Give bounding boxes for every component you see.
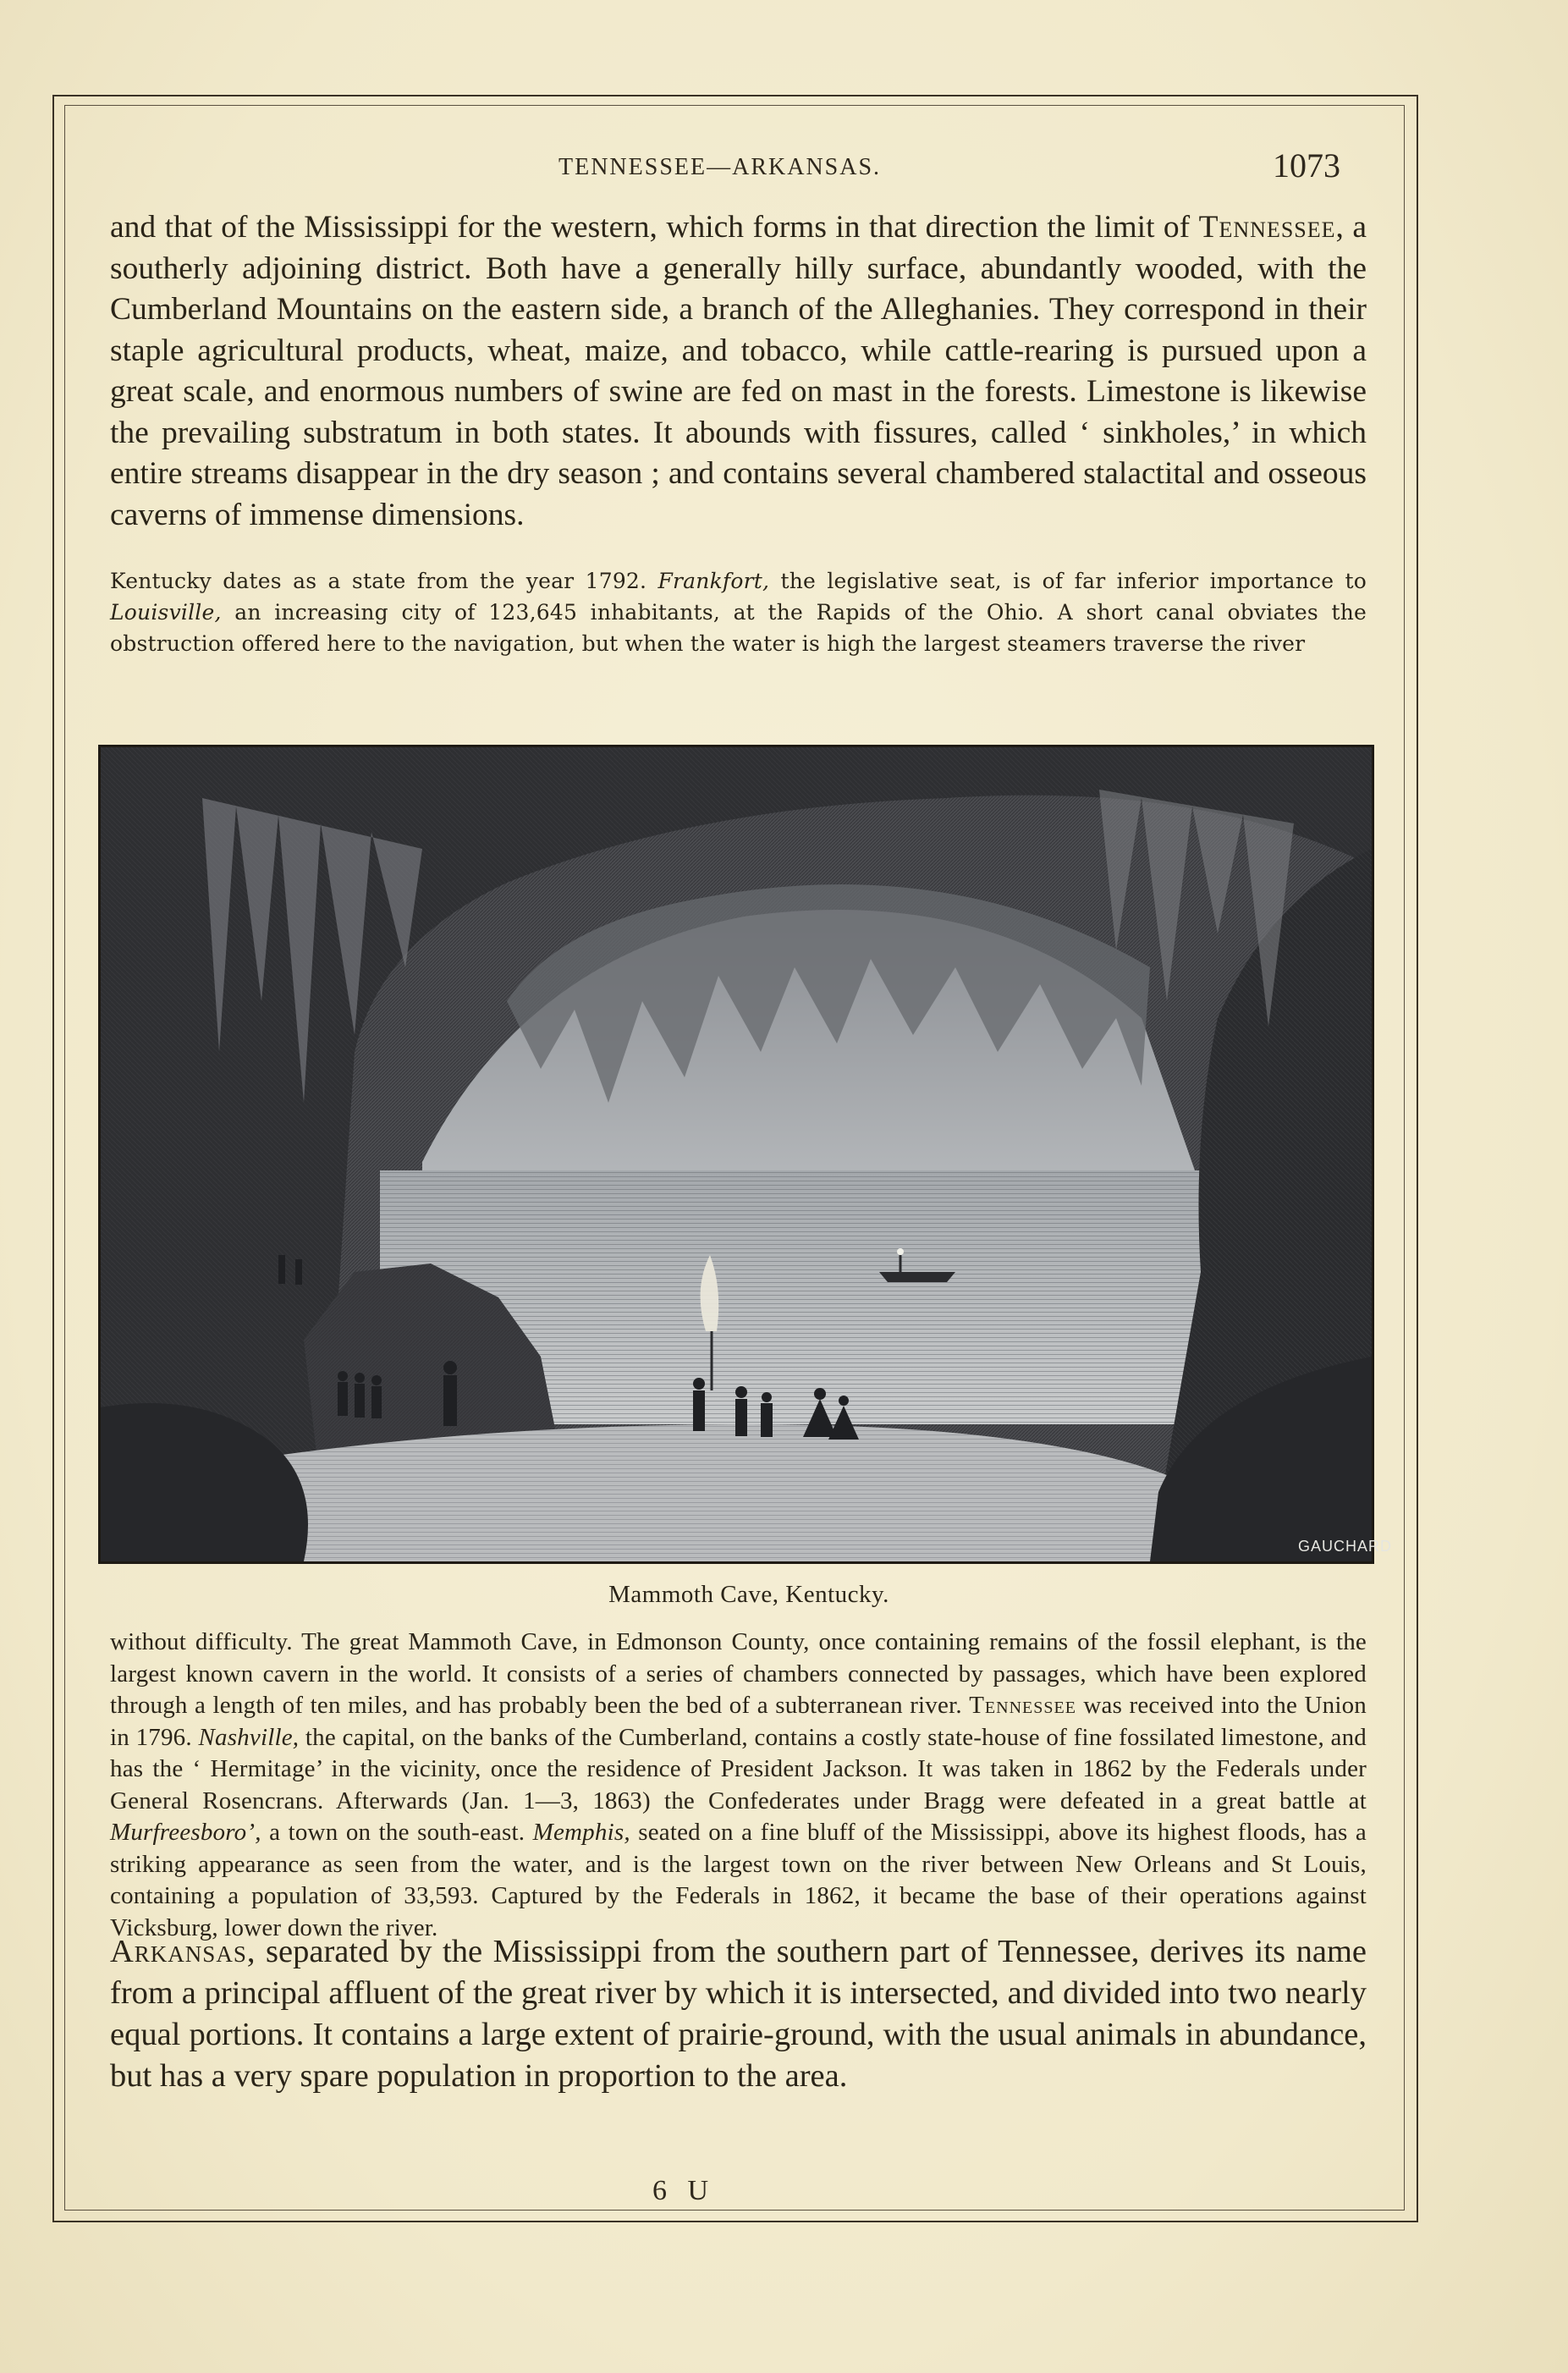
- murfreesboro-italic: Murfreesboro’,: [110, 1819, 261, 1846]
- nashville-italic: Nashville,: [198, 1723, 300, 1751]
- printer-signature-mark: 6 U: [652, 2175, 716, 2206]
- main-paragraph-part2: , a southerly adjoining district. Both have a generally hilly surface, abundantly wooded, with the Cumberland Mountains on the eastern side, a branch of the Alleghanies. They correspond in their staple agricultural products, wheat, maize, and tobacco, while cattle-rearing is pursued upon a great scale, and enormous numbers of swine are fed on mast in the forests. Limestone is likewise the prevailing substratum in both states. It abounds with fissures, called ‘ sinkholes,’ in which entire streams disappear in the dry season ; and contains several chambered stalactital and osseous caverns of immense dimensions.: [110, 210, 1367, 532]
- cave-illustration-svg: [101, 747, 1393, 1561]
- tennessee-smallcaps: Tennessee: [1198, 210, 1336, 245]
- small-note-bottom-part5: seated on a fine bluff of the Mississippi, above its highest floods, has a striking appearance as seen from the water, and is the largest town on the river between New Orleans and St Louis, containing a population of 33,593. Captured by the Federals in 1862, it became the base of their operations against Vicksburg, lower down the river.: [110, 1819, 1367, 1941]
- small-note-bottom-part3: the capital, on the banks of the Cumberland, contains a costly state-house of fine fossilated limestone, and has the ‘ Hermitage’ in the vicinity, once the residence of President Jackson. It was taken in 1862 by the Federals under General Rosencrans. Afterwards (Jan. 1—3, 1863) the Confederates under Bragg were defeated in a great battle at: [110, 1723, 1367, 1814]
- louisville-italic: Louisville,: [110, 600, 222, 625]
- engraver-signature: GAUCHARD: [1298, 1538, 1393, 1555]
- tennessee-smallcaps-2: Tennessee: [969, 1692, 1076, 1719]
- small-note-top-part1: Kentucky dates as a state from the year 1792.: [110, 569, 658, 593]
- memphis-italic: Memphis,: [532, 1819, 630, 1846]
- main-paragraph: [110, 207, 1367, 536]
- arkansas-paragraph-text: , separated by the Mississippi from the southern part of Tennessee, derives its name from a principal affluent of the great river by which it is intersected, and divided into two nearly equal portions. It contains a large extent of prairie-ground, with the usual animals in abundance, but has a very spare population in proportion to the area.: [110, 1934, 1367, 2094]
- mammoth-cave-engraving: [98, 745, 1393, 1564]
- small-note-bottom: [110, 1627, 1367, 1944]
- small-note-bottom-part1: without difficulty. The great Mammoth Cave, in Edmonson County, once containing remains of the fossil elephant, is the largest known cavern in the world. It consists of a series of chambers connected by passages, which have been explored through a length of ten miles, and has probably been the bed of a subterranean river.: [110, 1628, 1367, 1719]
- page-header: [0, 146, 1568, 188]
- arkansas-paragraph: [110, 1931, 1367, 2097]
- small-note-top: [110, 565, 1367, 659]
- small-note-top-part3: an increasing city of 123,645 inhabitants, at the Rapids of the Ohio. A short canal obviates the obstruction offered here to the navigation, but when the water is high the largest steamers traverse the river: [110, 600, 1367, 656]
- small-note-bottom-part4: a town on the south-east.: [261, 1819, 533, 1846]
- arkansas-smallcaps: Arkansas: [110, 1934, 247, 1969]
- illustration-caption: Mammoth Cave, Kentucky.: [608, 1581, 889, 1608]
- running-head: TENNESSEE—ARKANSAS.: [558, 154, 882, 180]
- main-paragraph-part1: and that of the Mississippi for the western, which forms in that direction the limit of: [110, 210, 1199, 245]
- small-note-bottom-part2: was received into the Union in 1796.: [110, 1692, 1367, 1751]
- frankfort-italic: Frankfort,: [657, 569, 770, 593]
- small-note-top-part2: the legislative seat, is of far inferior importance to: [769, 569, 1367, 593]
- page-number: 1073: [1273, 146, 1340, 184]
